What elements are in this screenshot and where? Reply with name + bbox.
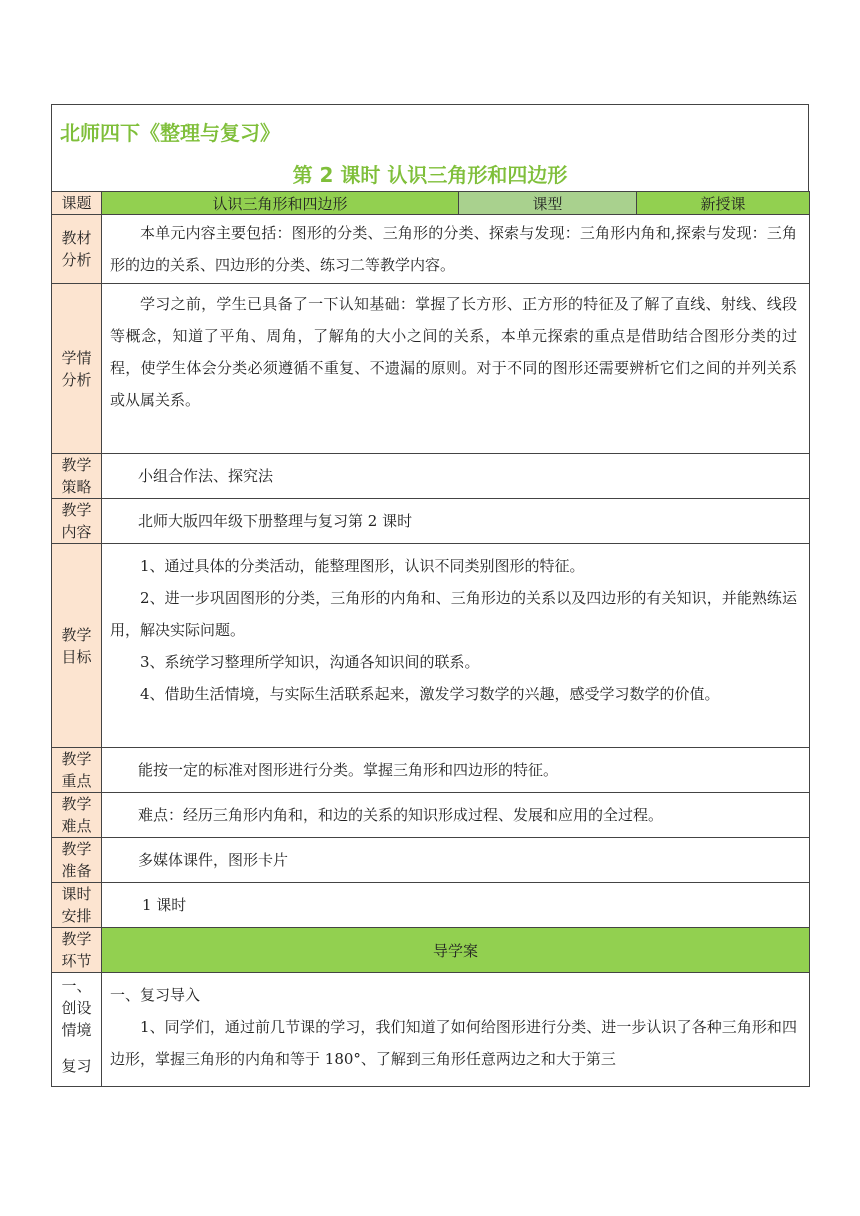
row-learner <box>52 284 810 454</box>
topic-value: 认识三角形和四边形 <box>102 192 459 215</box>
time-text: 1 课时 <box>102 883 810 928</box>
row-label-stage: 教学 环节 <box>52 928 102 973</box>
row-label-strategy: 教学 策略 <box>52 454 102 499</box>
row-strategy <box>52 454 810 499</box>
lesson-plan-document <box>51 104 809 1087</box>
row-label-material: 教材 分析 <box>52 215 102 284</box>
material-analysis-text: 本单元内容主要包括：图形的分类、三角形的分类、探索与发现：三角形内角和,探索与发现：三角形的边的关系、四边形的分类、练习二等教学内容。 <box>102 215 810 284</box>
header-cell <box>51 104 809 191</box>
intro-heading: 一、复习导入 <box>110 986 201 1004</box>
intro-paragraph: 1、同学们，通过前几节课的学习，我们知道了如何给图形进行分类、进一步认识了各种三角形和四边形，掌握三角形的内角和等于 180°、了解到三角形任意两边之和大于第三 <box>110 1018 797 1068</box>
row-label-content: 教学 内容 <box>52 499 102 544</box>
row-goals <box>52 544 810 748</box>
row-label-time: 课时 安排 <box>52 883 102 928</box>
row-label-goals: 教学 目标 <box>52 544 102 748</box>
lesson-plan-table <box>51 191 810 1087</box>
key-points-text: 能按一定的标准对图形进行分类。掌握三角形和四边形的特征。 <box>102 748 810 793</box>
topic-row <box>52 192 810 215</box>
content-text: 北师大版四年级下册整理与复习第 2 课时 <box>102 499 810 544</box>
row-key <box>52 748 810 793</box>
row-prep <box>52 838 810 883</box>
goal-item: 3、系统学习整理所学知识，沟通各知识间的联系。 <box>140 653 480 671</box>
row-label-difficult: 教学 难点 <box>52 793 102 838</box>
row-difficult <box>52 793 810 838</box>
lesson-subtitle: 第 2 课时 认识三角形和四边形 <box>292 163 568 187</box>
goal-item: 2、进一步巩固图形的分类，三角形的内角和、三角形边的关系以及四边形的有关知识，并能熟练运用，解决实际问题。 <box>110 589 797 639</box>
goal-item: 4、借助生活情境，与实际生活联系起来，激发学习数学的兴趣，感受学习数学的价值。 <box>140 685 720 703</box>
lesson-type-label: 课型 <box>459 192 637 215</box>
intro-section <box>102 973 810 1087</box>
preparation-text: 多媒体课件，图形卡片 <box>102 838 810 883</box>
row-label-prep: 教学 准备 <box>52 838 102 883</box>
row-label-topic: 课题 <box>52 192 102 215</box>
lesson-type-value: 新授课 <box>637 192 810 215</box>
row-stage <box>52 928 810 973</box>
row-intro <box>52 973 810 1087</box>
difficult-points-text: 难点：经历三角形内角和，和边的关系的知识形成过程、发展和应用的全过程。 <box>102 793 810 838</box>
guided-study-header: 导学案 <box>102 928 810 973</box>
learner-analysis-text: 学习之前，学生已具备了一下认知基础：掌握了长方形、正方形的特征及了解了直线、射线、线段等概念，知道了平角、周角，了解角的大小之间的关系，本单元探索的重点是借助结合图形分类的过程，使学生体会分类必须遵循不重复、不遗漏的原则。对于不同的图形还需要辨析它们之间的并列关系或从属关系。 <box>102 284 810 454</box>
row-label-learner: 学情 分析 <box>52 284 102 454</box>
goals-list <box>102 544 810 748</box>
row-time <box>52 883 810 928</box>
row-content <box>52 499 810 544</box>
strategy-text: 小组合作法、探究法 <box>102 454 810 499</box>
document-title: 北师四下《整理与复习》 <box>60 121 280 145</box>
row-label-key: 教学 重点 <box>52 748 102 793</box>
row-material <box>52 215 810 284</box>
row-label-intro: 一、 创设 情境 复习 <box>52 973 102 1087</box>
goal-item: 1、通过具体的分类活动，能整理图形，认识不同类别图形的特征。 <box>140 557 585 575</box>
